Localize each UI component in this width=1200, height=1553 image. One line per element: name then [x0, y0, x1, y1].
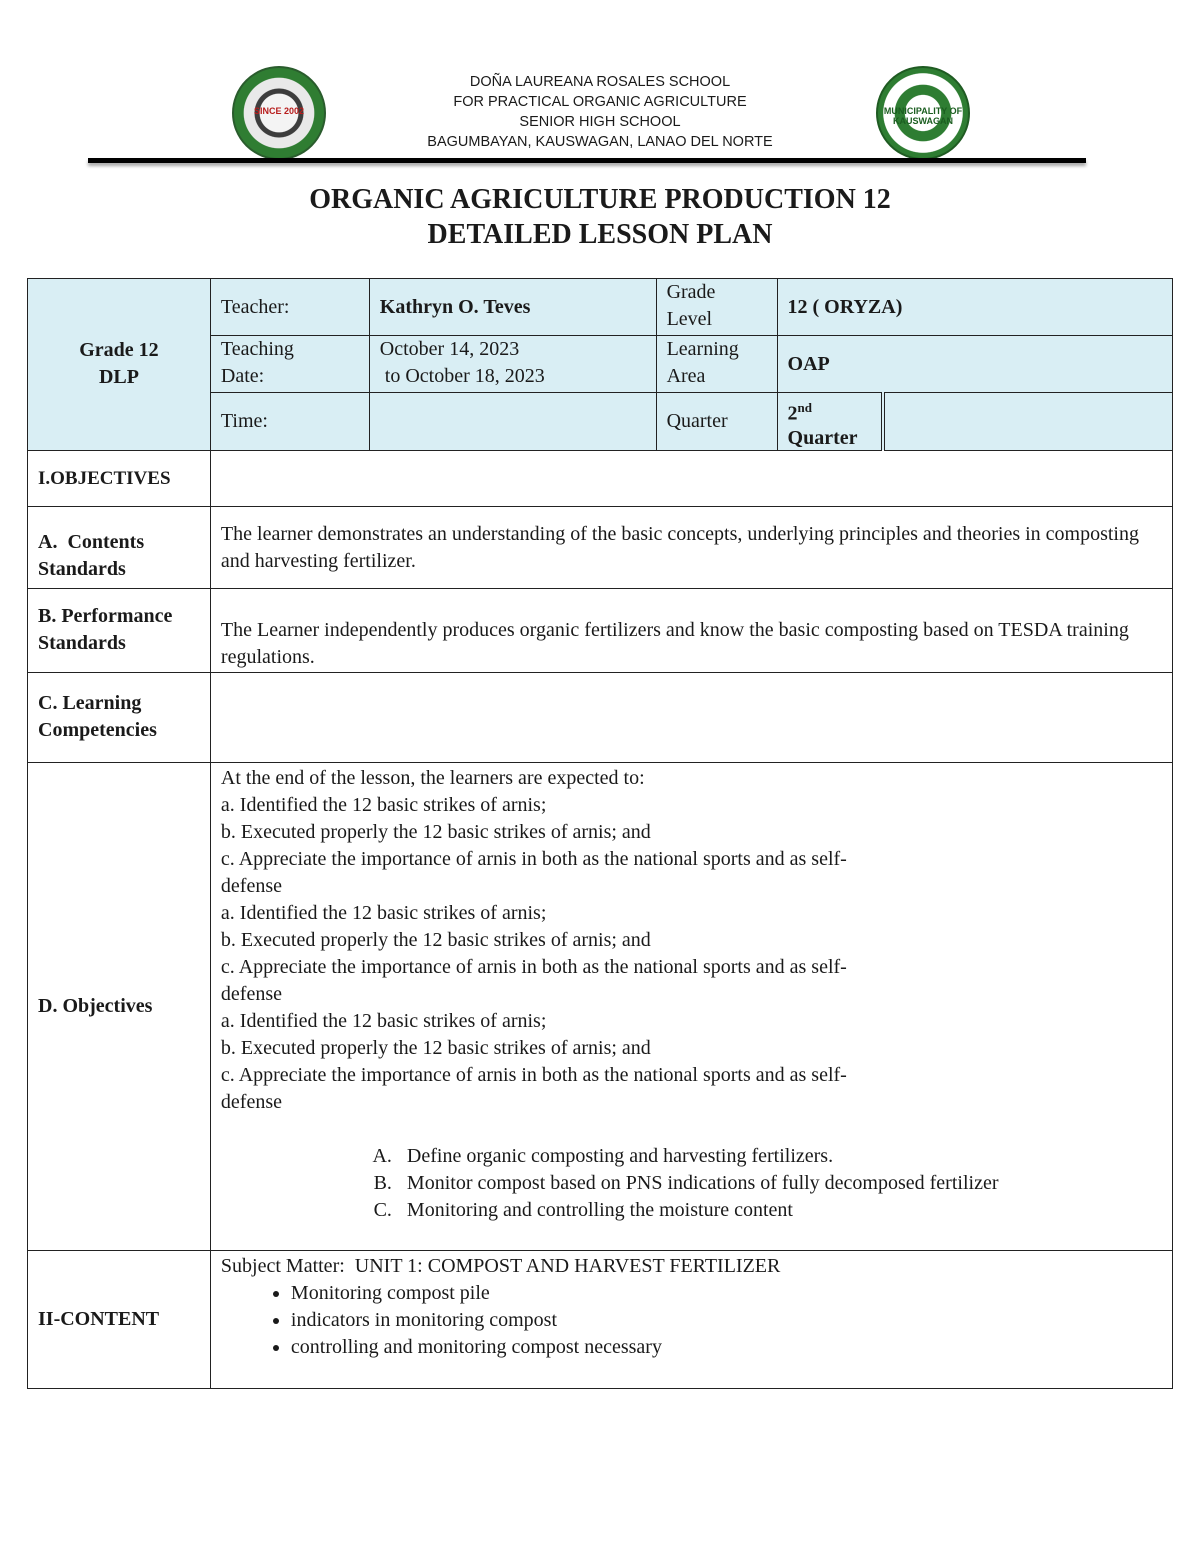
school-program-line: FOR PRACTICAL ORGANIC AGRICULTURE [453, 94, 747, 110]
objective-line: defense [220, 874, 282, 897]
learning-area-label-line2: Area [666, 365, 706, 387]
teaching-date-value [369, 336, 656, 393]
content-label: II-CONTENT [28, 1250, 211, 1388]
content-standards-label [28, 506, 211, 588]
municipality-seal-text: MUNICIPALITY OF KAUSWAGAN [883, 106, 963, 126]
dlp-line: DLP [98, 366, 139, 389]
learning-competencies-text [210, 672, 1172, 762]
objectives-heading-row [28, 450, 1173, 506]
performance-standards-label-line1: B. Performance [38, 605, 173, 628]
quarter-value [777, 393, 883, 451]
objectives-heading-blank [210, 450, 1172, 506]
learning-competencies-label-line2: Competencies [38, 719, 157, 742]
performance-standards-text: The Learner independently produces organic fertilizers and know the basic composting based on TESDA training regulations. [210, 588, 1172, 672]
learning-competencies-row [28, 672, 1173, 762]
objective-line: c. Appreciate the importance of arnis in both as the national sports and as self- [220, 955, 847, 978]
grade-dlp-cell [28, 279, 211, 451]
content-bullet-item: • controlling and monitoring compost necessary [291, 1334, 1162, 1361]
objective-line: a. Identified the 12 basic strikes of arnis; [220, 1009, 547, 1032]
learning-area-value: OAP [777, 336, 1172, 393]
content-bullet-item: • Monitoring compost pile [291, 1280, 1162, 1307]
title-line-1: ORGANIC AGRICULTURE PRODUCTION 12 [309, 184, 891, 215]
teacher-label: Teacher: [210, 279, 369, 336]
header-divider [88, 158, 1086, 163]
school-logo-text: SINCE 2002 [253, 106, 305, 116]
learning-area-label [656, 336, 777, 393]
objective-line: c. Appreciate the importance of arnis in both as the national sports and as self- [220, 847, 847, 870]
quarter-label: Quarter [656, 393, 777, 451]
objective-item-c: C. Monitoring and controlling the moisture content [397, 1197, 1162, 1224]
objectives-intro: At the end of the lesson, the learners are expected to: [220, 766, 645, 789]
teaching-date-end: to October 18, 2023 [379, 365, 545, 387]
content-standards-label-line2: Standards [38, 558, 126, 581]
content-row [28, 1250, 1173, 1388]
objective-line: b. Executed properly the 12 basic strikes of arnis; and [220, 928, 651, 951]
lesson-plan-table [27, 278, 1173, 1389]
performance-standards-label [28, 588, 211, 672]
objective-item-a: A. Define organic composting and harvesting fertilizers. [397, 1143, 1162, 1170]
grade-level-value: 12 ( ORYZA) [777, 279, 1172, 336]
performance-standards-row [28, 588, 1173, 672]
teacher-value: Kathryn O. Teves [369, 279, 656, 336]
objectives-heading: I.OBJECTIVES [28, 450, 211, 506]
learning-competencies-label [28, 672, 211, 762]
municipality-seal [876, 66, 970, 160]
content-standards-row [28, 506, 1173, 588]
content-standards-text: The learner demonstrates an understanding of the basic concepts, underlying principles and theories in composting and harvesting fertilizer. [210, 506, 1172, 588]
teaching-date-label-line2: Date: [220, 365, 265, 387]
objective-line: a. Identified the 12 basic strikes of arnis; [220, 793, 547, 816]
objective-line: b. Executed properly the 12 basic strikes of arnis; and [220, 820, 651, 843]
title-line-2: DETAILED LESSON PLAN [427, 219, 773, 250]
time-label: Time: [210, 393, 369, 451]
grade-level-label [656, 279, 777, 336]
teaching-date-start: October 14, 2023 [379, 338, 520, 360]
quarter-number: 2 [787, 402, 798, 425]
objective-line: defense [220, 1090, 282, 1113]
objectives-label: D. Objectives [28, 762, 211, 1250]
content-standards-label-line1: A. Contents [38, 531, 145, 554]
objective-line: defense [220, 982, 282, 1005]
school-name-line: DOÑA LAUREANA ROSALES SCHOOL [469, 74, 731, 90]
objective-line: b. Executed properly the 12 basic strikes of arnis; and [220, 1036, 651, 1059]
content-text [210, 1250, 1172, 1388]
teaching-date-label [210, 336, 369, 393]
info-row-teacher [28, 279, 1173, 336]
content-bullets [221, 1280, 1162, 1361]
objectives-list [221, 1143, 1162, 1224]
quarter-extra-cell [883, 393, 1173, 451]
learning-area-label-line1: Learning [666, 338, 739, 360]
school-location-line: BAGUMBAYAN, KAUSWAGAN, LANAO DEL NORTE [427, 134, 773, 150]
teaching-date-label-line1: Teaching [220, 338, 294, 360]
objectives-row [28, 762, 1173, 1250]
objective-line: c. Appreciate the importance of arnis in both as the national sports and as self- [220, 1063, 847, 1086]
school-level-line: SENIOR HIGH SCHOOL [519, 114, 681, 130]
time-value [369, 393, 656, 451]
grade-line: Grade 12 [79, 339, 159, 362]
grade-level-label-line2: Level [666, 308, 713, 330]
objectives-text [210, 762, 1172, 1250]
subject-matter: Subject Matter: UNIT 1: COMPOST AND HARVEST FERTILIZER [220, 1254, 781, 1277]
document-title [0, 182, 1200, 252]
grade-level-label-line1: Grade [666, 281, 716, 303]
objective-line: a. Identified the 12 basic strikes of arnis; [220, 901, 547, 924]
quarter-word: Quarter [787, 426, 858, 449]
performance-standards-label-line2: Standards [38, 632, 126, 655]
content-bullet-item: • indicators in monitoring compost [291, 1307, 1162, 1334]
learning-competencies-label-line1: C. Learning [38, 692, 142, 715]
school-address-block [300, 72, 900, 152]
quarter-suffix: nd [797, 400, 812, 415]
objective-item-b: B. Monitor compost based on PNS indications of fully decomposed fertilizer [397, 1170, 1162, 1197]
